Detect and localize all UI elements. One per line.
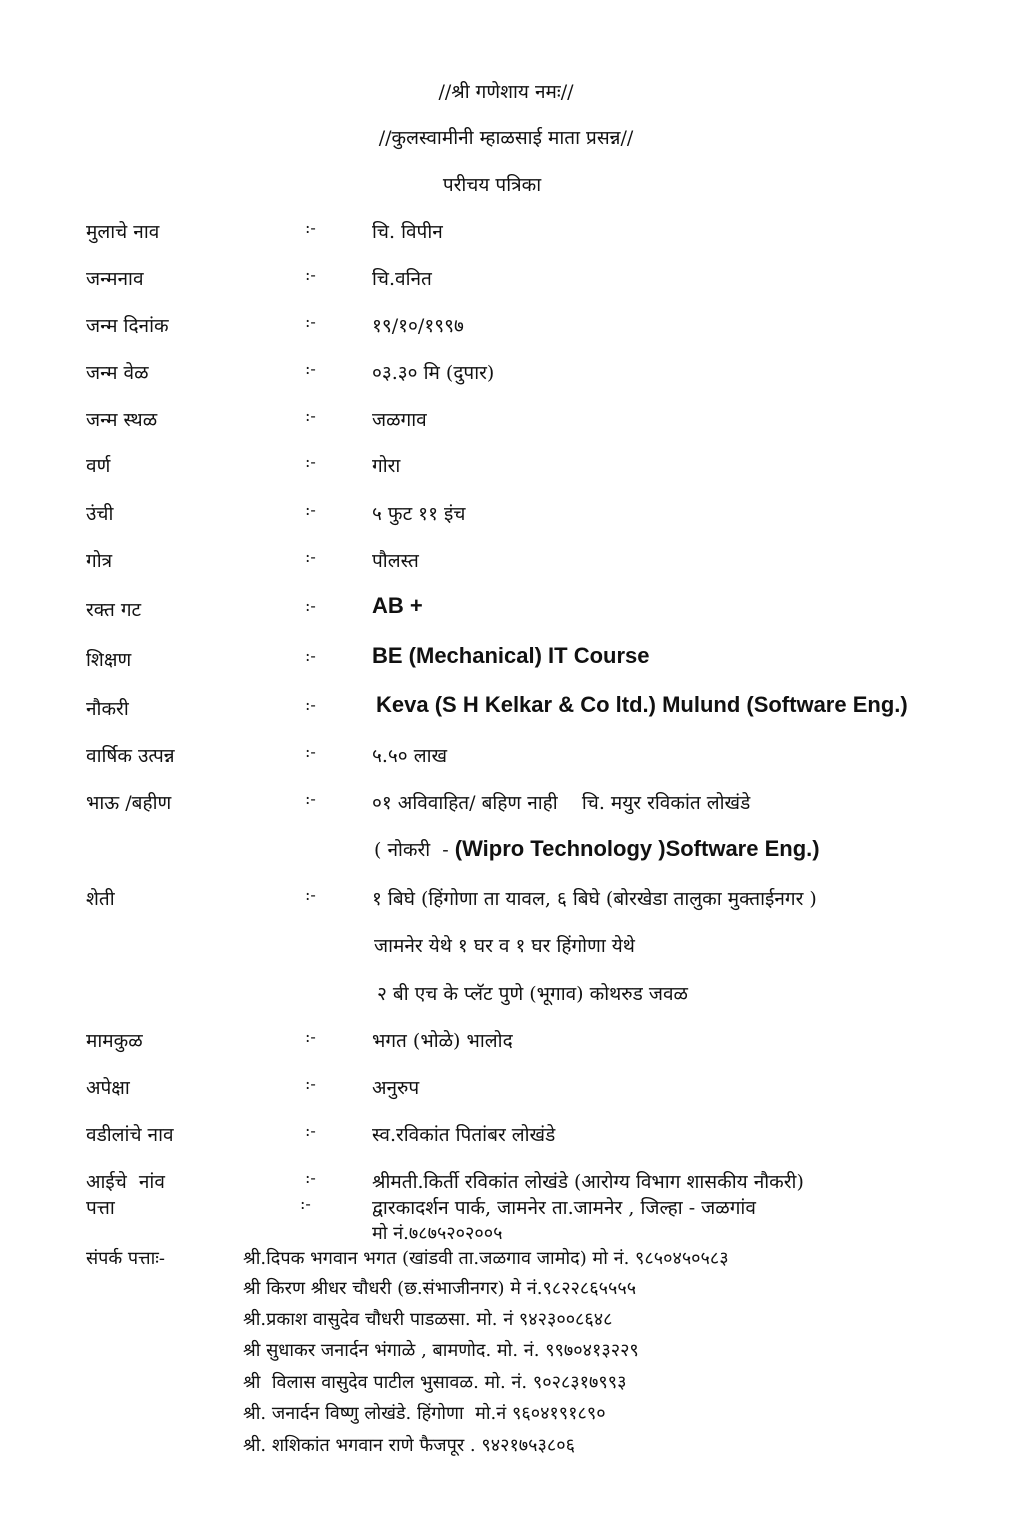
field-row-job [0, 692, 1012, 725]
contact-line: श्री सुधाकर जनार्दन भंगाळे , बामणोद. मो. नं. ९९७०४१३२२९ [243, 1340, 639, 1361]
field-label: उंची [86, 503, 114, 525]
field-separator: :- [300, 1194, 311, 1213]
field-separator: :- [305, 885, 316, 904]
field-label: मुलाचे नाव [86, 221, 160, 243]
farming-line-2: जामनेर येथे १ घर व १ घर हिंगोणा येथे [374, 935, 635, 957]
field-value: स्व.रविकांत पितांबर लोखंडे [372, 1124, 556, 1146]
field-value: चि.वनित [372, 268, 432, 290]
field-label: जन्म स्थळ [86, 409, 158, 431]
field-row-gotra [0, 547, 1012, 577]
field-label: जन्म दिनांक [86, 315, 169, 337]
field-separator: :- [305, 1074, 316, 1093]
contact-line: श्री. जनार्दन विष्णु लोखंडे. हिंगोणा मो.नं ९६०४१९१८९० [243, 1403, 606, 1424]
field-value: भगत (भोळे) भालोद [372, 1030, 513, 1052]
field-value: BE (Mechanical) IT Course [372, 643, 650, 668]
field-separator: :- [305, 452, 316, 471]
field-value: जळगाव [372, 409, 427, 431]
sibling-job-prefix: ( नोकरी - [374, 839, 455, 861]
field-row-name [0, 218, 1012, 248]
field-label: अपेक्षा [86, 1077, 130, 1099]
field-row-complexion [0, 452, 1012, 482]
field-separator: :- [305, 359, 316, 378]
field-label: वार्षिक उत्पन्न [86, 745, 175, 767]
field-value: द्वारकादर्शन पार्क, जामनेर ता.जामनेर , जिल्हा - जळगांव [372, 1197, 756, 1219]
farming-line-1: १ बिघे (हिंगोणा ता यावल, ६ बिघे (बोरखेडा तालुका मुक्ताईनगर ) [372, 888, 817, 910]
field-label: रक्त गट [86, 599, 142, 621]
field-value: ०३.३० मि (दुपार) [372, 362, 495, 384]
field-separator: :- [305, 500, 316, 519]
field-row-education [0, 643, 1012, 676]
field-value: गोरा [372, 455, 401, 477]
contact-line: श्री किरण श्रीधर चौधरी (छ.संभाजीनगर) मे नं.९८२२८६५५५५ [243, 1278, 637, 1299]
contact-line: श्री.दिपक भगवान भगत (खांडवी ता.जळगाव जामोद) मो नं. ९८५०४५०५८३ [243, 1248, 729, 1269]
field-value: अनुरुप [372, 1077, 420, 1099]
field-value: पौलस्त [372, 550, 419, 572]
field-row-income [0, 742, 1012, 772]
field-label: शिक्षण [86, 649, 132, 671]
field-separator: :- [305, 646, 316, 665]
field-separator: :- [305, 1168, 316, 1187]
field-separator: :- [305, 265, 316, 284]
document-title: परीचय पत्रिका [442, 174, 542, 196]
field-value: ५ फुट ११ इंच [372, 503, 466, 525]
field-row-birth-date [0, 312, 1012, 342]
field-label: जन्म वेळ [86, 362, 149, 384]
field-row-farming [0, 885, 1012, 915]
field-row-siblings [0, 789, 1012, 819]
field-value: ०१ अविवाहित/ बहिण नाही चि. मयुर रविकांत लोखंडे [372, 792, 751, 814]
field-separator: :- [305, 547, 316, 566]
field-row-birth-name [0, 265, 1012, 295]
field-separator: :- [305, 406, 316, 425]
contact-line: श्री विलास वासुदेव पाटील भुसावळ. मो. नं. ९०२८३१७९९३ [243, 1372, 627, 1393]
field-label: पत्ता [86, 1197, 115, 1219]
field-separator: :- [305, 742, 316, 761]
field-label: वर्ण [86, 455, 111, 477]
contact-line: श्री. शशिकांत भगवान राणे फैजपूर . ९४२१७५३८०६ [243, 1435, 575, 1456]
field-separator: :- [305, 596, 316, 615]
field-separator: :- [305, 789, 316, 808]
field-value: श्रीमती.किर्ती रविकांत लोखंडे (आरोग्य विभाग शासकीय नौकरी) [372, 1171, 804, 1193]
field-separator: :- [305, 1027, 316, 1046]
field-separator: :- [305, 312, 316, 331]
field-value: चि. विपीन [372, 221, 443, 243]
farming-line-3: २ बी एच के प्लॅट पुणे (भूगाव) कोथरुड जवळ [377, 983, 688, 1005]
field-row-birth-time [0, 359, 1012, 389]
field-label: शेती [86, 888, 115, 910]
contacts-label: संपर्क पत्ताः- [86, 1248, 165, 1269]
field-value: १९/१०/१९९७ [372, 315, 464, 337]
field-label: जन्मनाव [86, 268, 144, 290]
sibling-job-line [374, 836, 820, 862]
field-row-birth-place [0, 406, 1012, 436]
field-value: ५.५० लाख [372, 745, 448, 767]
sibling-job-text: (Wipro Technology )Software Eng.) [454, 836, 820, 861]
field-row-father-name [0, 1121, 1012, 1151]
field-separator: :- [305, 695, 316, 714]
field-label: भाऊ /बहीण [86, 792, 172, 814]
field-value: AB + [372, 593, 423, 618]
field-row-maternal-family [0, 1027, 1012, 1057]
address-phone: मो नं.७८७५२०२००५ [372, 1223, 503, 1244]
field-label: नौकरी [86, 698, 129, 720]
header-invocation-2: //कुलस्वामीनी म्हाळसाई माता प्रसन्न// [378, 127, 634, 149]
field-label: आईचे नांव [86, 1171, 165, 1193]
field-row-address [0, 1194, 1012, 1224]
field-separator: :- [305, 1121, 316, 1140]
field-separator: :- [305, 218, 316, 237]
field-label: वडीलांचे नाव [86, 1124, 174, 1146]
header-invocation-1: //श्री गणेशाय नमः// [438, 81, 574, 103]
field-label: गोत्र [86, 550, 113, 572]
field-row-expectation [0, 1074, 1012, 1104]
contact-line: श्री.प्रकाश वासुदेव चौधरी पाडळसा. मो. नं ९४२३००८६४८ [243, 1309, 613, 1330]
field-label: मामकुळ [86, 1030, 143, 1052]
field-row-blood-group [0, 593, 1012, 626]
field-row-height [0, 500, 1012, 530]
field-value: Keva (S H Kelkar & Co ltd.) Mulund (Software Eng.) [376, 692, 908, 717]
